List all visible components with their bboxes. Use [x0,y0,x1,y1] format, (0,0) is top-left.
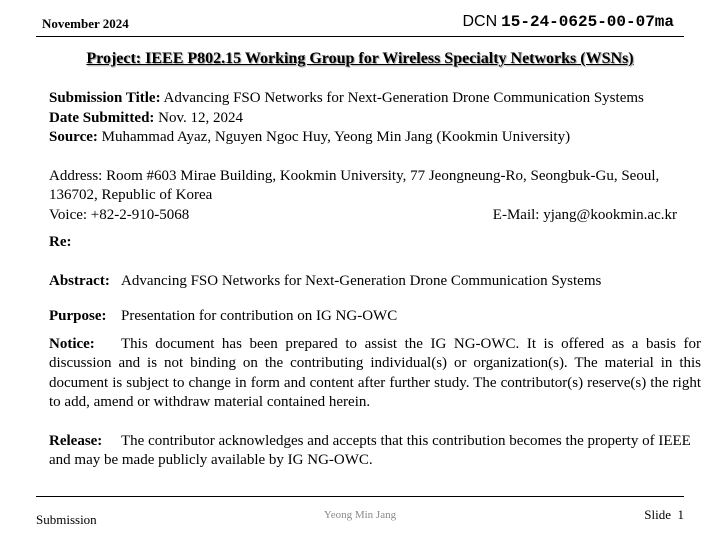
footer-divider [36,496,684,497]
release-text: The contributor acknowledges and accepts that this contribution becomes the property of IEEE and may be made publicly available by IG NG-OWC. [49,432,691,468]
header-date: November 2024 [42,16,129,31]
contact-line [49,206,701,226]
header-dcn [463,13,675,31]
notice-text: This document has been prepared to assist the IG NG-OWC. It is offered as a basis for discussion and is not binding on the contributing individual(s) or organization(s). The material in this document is subject to change in form and content after further study. The contributor(s) reserve(s) the right to add, amend or withdraw material contained herein. [49,335,701,410]
submission-title-line [49,89,701,109]
purpose-label: Purpose: [49,308,107,324]
footer-submission: Submission [36,512,97,527]
abstract-text: Advancing FSO Networks for Next-Generation Drone Communication Systems [121,272,602,289]
dcn-label: DCN [462,13,498,30]
document-body [49,89,701,471]
address-text: Address: Room #603 Mirae Building, Kookmin University, 77 Jeongneung-Ro, Seongbuk-Gu, Seoul, 136702, Republic of Korea [49,167,660,203]
abstract-label: Abstract: [49,272,110,289]
abstract-line [49,272,701,292]
slide-number: 1 [677,507,684,522]
release-label: Release: [49,432,103,449]
notice-paragraph [49,335,701,413]
submission-title-label: Submission Title: [49,90,161,106]
footer-slide [644,507,684,523]
email-text: E-Mail: yjang@kookmin.ac.kr [492,206,677,223]
release-paragraph [49,432,701,471]
source-label: Source: [49,129,98,145]
source-text: Muhammad Ayaz, Nguyen Ngoc Huy, Yeong Min Jang (Kookmin University) [101,129,571,145]
voice-text: Voice: +82-2-910-5068 [49,206,190,223]
footer-author: Yeong Min Jang [323,509,397,521]
source-line [49,128,701,148]
purpose-text: Presentation for contribution on IG NG-OWC [121,308,398,324]
submission-title: Advancing FSO Networks for Next-Generation Drone Communication Systems [163,90,644,106]
notice-label: Notice: [49,335,95,352]
dcn-number: 15-24-0625-00-07ma [501,13,674,31]
re-label: Re: [49,234,72,250]
header-divider [36,36,684,37]
project-title: Project: IEEE P802.15 Working Group for Wireless Specialty Networks (WSNs) [86,50,634,67]
date-submitted: Nov. 12, 2024 [158,109,244,126]
purpose-line [49,307,701,327]
date-submitted-label: Date Submitted: [49,109,155,126]
slide-label: Slide [644,507,671,522]
date-submitted-line [49,109,701,129]
